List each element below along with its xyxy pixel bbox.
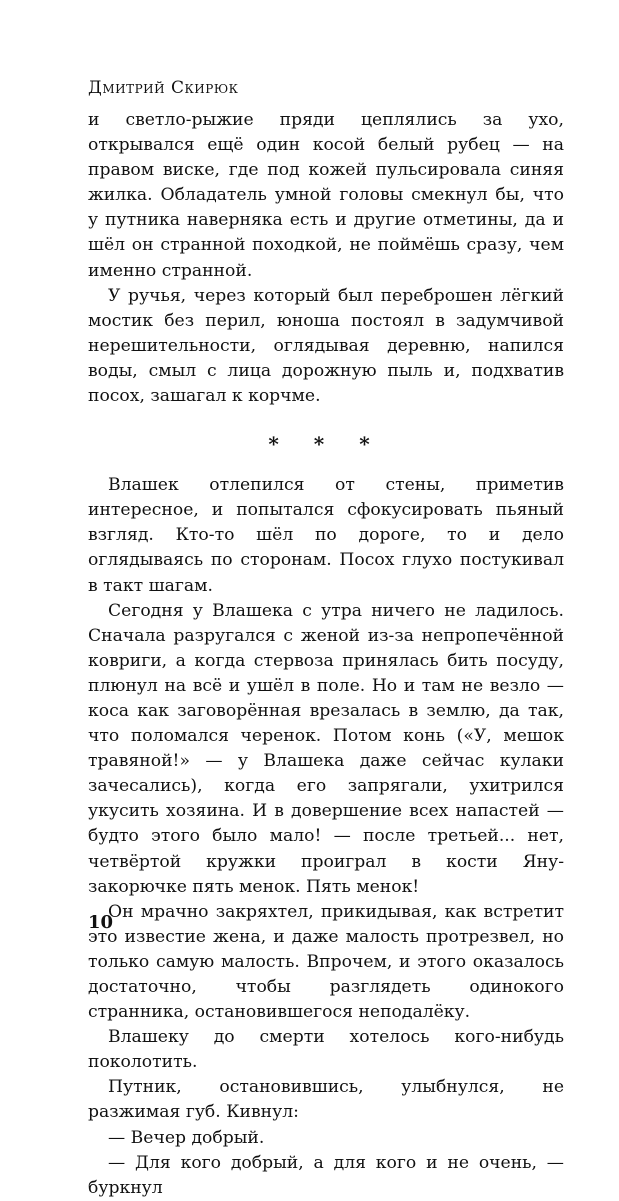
body-text: [88, 108, 564, 1201]
section-separator: * * *: [268, 432, 384, 457]
book-page: [88, 60, 564, 1201]
dialogue-line: — Вечер добрый.: [108, 1127, 265, 1148]
page-number: 10: [88, 912, 114, 933]
paragraph: Путник, остановившись, улыбнулся, не разжимая губ. Кивнул:: [88, 1077, 564, 1123]
paragraph: Влашеку до смерти хотелось кого-нибудь поколотить.: [88, 1027, 564, 1073]
running-head-author: Дмитрий Скирюк: [88, 78, 239, 98]
paragraph: и светло-рыжие пряди цеплялись за ухо, открывался ещё один косой белый рубец — на правом виске, где под кожей пульсировала синяя жилка. Обладатель умной головы смекнул бы, что у путника наверняка есть и другие отметины, да и шёл он странной походкой, не поймёшь сразу, чем именно странной.: [88, 110, 564, 281]
paragraph: Влашек отлепился от стены, приметив интересное, и попытался сфокусировать пьяный взгляд. Кто-то шёл по дороге, то и дело оглядываясь по сторонам. Посох глухо постукивал в такт шагам.: [88, 475, 564, 596]
paragraph: У ручья, через который был переброшен лёгкий мостик без перил, юноша постоял в задумчивой нерешительности, оглядывая деревню, напился воды, смыл с лица дорожную пыль и, подхватив посох, зашагал к корчме.: [88, 285, 564, 407]
dialogue-line: — Для кого добрый, а для кого и не очень, — буркнул: [88, 1152, 564, 1198]
paragraph: Сегодня у Влашека с утра ничего не ладилось. Сначала разругался с женой из-за непропечённой ковриги, а когда стервоза принялась бить посуду, плюнул на всё и ушёл в поле. Но и там не везло — коса как заговорённая врезалась в землю, да так, что поломался черенок. Потом конь («У, мешок травяной!» — у Влашека даже сейчас кулаки зачесались), когда его запрягали, ухитрился укусить хозяина. И в довершение всех напастей — будто этого было мало! — после третьей... нет, четвёртой кружки проиграл в кости Яну-закорючке пять менок. Пять менок!: [88, 600, 564, 897]
paragraph: Он мрачно закряхтел, прикидывая, как встретит это известие жена, и даже малость протрезвел, но только самую малость. Впрочем, и этого оказалось достаточно, чтобы разглядеть одинокого странника, остановившегося неподалёку.: [88, 901, 564, 1023]
